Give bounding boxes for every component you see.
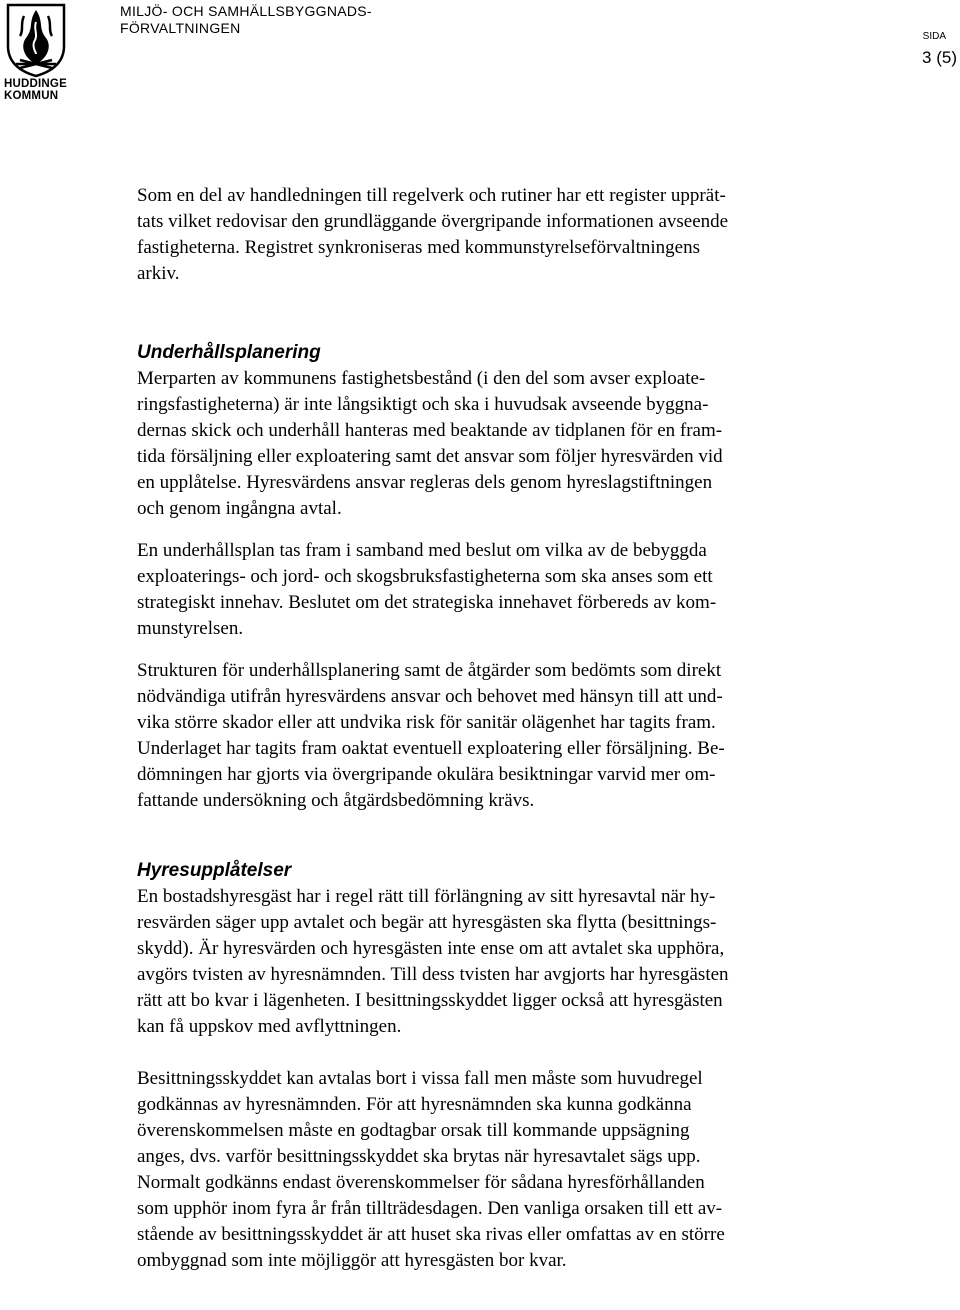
document-body (137, 183, 837, 1274)
department-line-2: FÖRVALTNINGEN (120, 20, 241, 36)
paragraph: Merparten av kommunens fastighetsbestånd (i den del som avser exploate- ringsfastigheterna) är inte långsiktigt och ska i huvudsak avseende byggna- dernas skick och underhåll hanteras med beaktande av tidplanen för en fram- tida försäljning eller exploatering samt det ansvar som följer hyresvärden vid en upplåtelse. Hyresvärdens ansvar regleras dels genom hyreslagstiftningen och genom ingångna avtal. (137, 368, 723, 519)
coat-of-arms-icon (4, 2, 68, 78)
page-header (0, 0, 960, 110)
department-line-1: MILJÖ- OCH SAMHÄLLSBYGGNADS- (120, 3, 372, 19)
paragraph: Strukturen för underhållsplanering samt de åtgärder som bedömts som direkt nödvändiga utifrån hyresvärdens ansvar och behovet med hänsyn till att und- vika större skador eller att undvika risk för sanitär olägenhet har tagits fram. Underlaget har tagits fram oaktat eventuell exploatering eller försäljning. Be- dömningen har gjorts via övergripande okulära besiktningar varvid mer om- fattande undersökning och åtgärdsbedömning krävs. (137, 660, 725, 811)
page-label: SIDA (922, 31, 946, 42)
page-number: 3 (5) (922, 48, 957, 67)
intro-paragraph: Som en del av handledningen till regelverk och rutiner har ett register upprät- tats vilket redovisar den grundläggande övergripande informationen avseende fastigheterna. Registret synkroniseras med kommunstyrelseförvaltningens arkiv. (137, 185, 729, 284)
section-heading-underhallsplanering: Underhållsplanering (137, 342, 321, 363)
logo-text-line-1: HUDDINGE (4, 78, 67, 90)
logo-text (4, 78, 74, 102)
paragraph: Besittningsskyddet kan avtalas bort i vissa fall men måste som huvudregel godkännas av hyresnämnden. För att hyresnämnden ska kunna godkänna överenskommelsen måste en godtagbar orsak till kommande uppsägning anges, dvs. varför besittningsskyddet ska brytas när hyresavtalet sägs upp. Normalt godkänns endast överenskommelser för sådana hyresförhållanden som upphör inom fyra år från tillträdesdagen. Den vanliga orsaken till ett av- stående av besittningsskyddet är att huset ska rivas eller omfattas av en större ombyggnad som inte möjliggör att hyresgästen bor kvar. (137, 1068, 725, 1271)
paragraph: En underhållsplan tas fram i samband med beslut om vilka av de bebyggda exploaterings- och jord- och skogsbruksfastigheterna som ska anses som ett strategiskt innehav. Beslutet om det strategiska innehavet förbereds av kom- munstyrelsen. (137, 540, 717, 639)
municipality-logo (4, 2, 68, 106)
section-heading-hyresupplatelser: Hyresupplåtelser (137, 860, 292, 881)
paragraph: En bostadshyresgäst har i regel rätt till förlängning av sitt hyresavtal när hy- resvärden säger upp avtalet och begär att hyresgästen ska flytta (besittnings- skydd). Är hyresvärden och hyresgästen inte ense om att avtalet ska upphöra, avgörs tvisten av hyresnämnden. Till dess tvisten har avgjorts har hyresgästen rätt att bo kvar i lägenheten. I besittningsskyddet ligger också att hyresgästen kan få uppskov med avflyttningen. (137, 886, 729, 1037)
logo-text-line-2: KOMMUN (4, 90, 59, 102)
department-name (120, 3, 372, 37)
